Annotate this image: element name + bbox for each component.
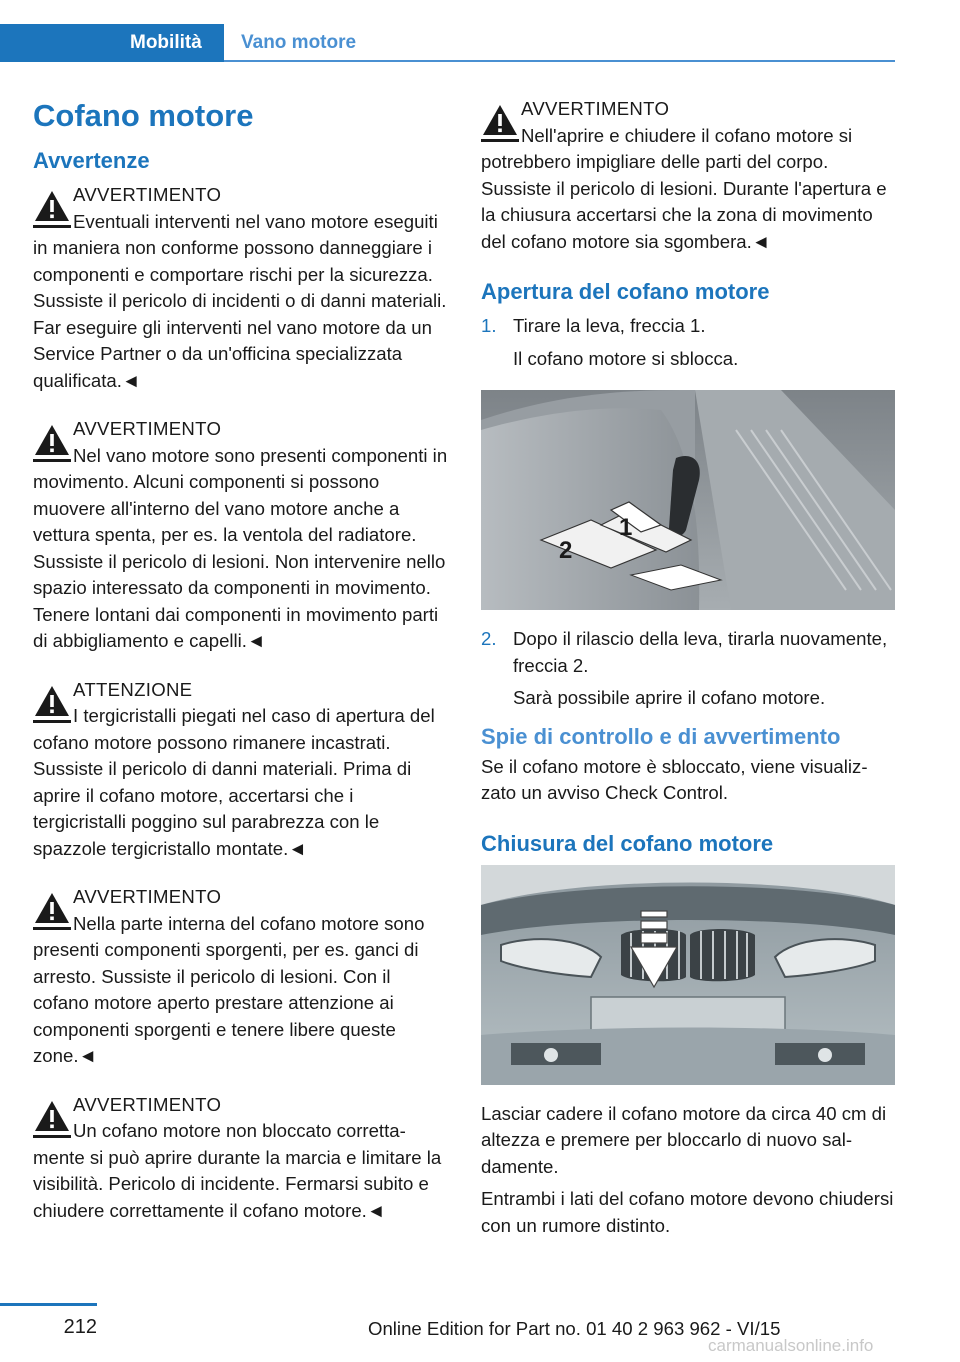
step-result: Sarà possibile aprire il cofano motore. [513,687,826,708]
left-column [33,96,448,1246]
warning-block [33,884,448,1070]
section-tab: Mobilità [0,24,224,62]
page-number: 212 [63,1316,97,1338]
step-list [481,626,895,712]
warning-block [33,182,448,394]
watermark: carmanualsonline.info [708,1336,874,1355]
warning-icon [481,99,519,143]
hood-closing-illustration [481,865,895,1085]
step-number: 1. [481,315,497,336]
warning-text: Un cofano motore non bloccato correttamente si può aprire durante la marcia e limitare la visibilità. Pericolo di incidente. Fermarsi subito e chiudere correttamente il cofano motore.◄ [33,1120,442,1221]
step-number: 2. [481,628,497,649]
header-rule [224,60,895,62]
section-heading-apertura: Apertura del cofano motore [481,279,770,304]
warning-text: Nella parte interna del cofano motore sono presenti componenti sporgenti, per es. ganci di arresto. Sussiste il pericolo di lesioni. Con il cofano motore aperto prestare attenzione ai componenti sporgenti e tenere libere queste zone.◄ [33,912,425,1066]
warning-text: Nel vano motore sono presenti componenti in movimento. Alcuni componenti si possono muovere all'interno del vano motore anche a vettura spenta, per es. la ventola del radiatore. Sussiste il pericolo di lesioni. Non intervenire nello spazio interessato da componenti in movimento. Tenere lontani dai componenti in movimento parti di abbigliamento e capelli.◄ [33,444,448,651]
warning-label: AVVERTIMENTO [73,1093,222,1115]
page-header [0,24,895,62]
warning-text: Nell'aprire e chiudere il cofano motore si potrebbero impigliare delle parti del corpo. Sussiste il pericolo di lesioni. Durante l'apertura e la chiusura accertarsi che la zona di movimento del cofano motore sia sgombera.◄ [481,124,887,252]
warning-block [33,677,448,863]
step-item [481,626,895,712]
subsection-tab: Vano motore [241,32,357,53]
closing-paragraph: Lasciar cadere il cofano motore da circa 40 cm di altezza e premere per bloccarlo di nuovo saldamente. [481,1102,887,1177]
warning-icon [33,680,71,724]
warning-label: AVVERTIMENTO [521,98,670,119]
closing-paragraph: Entrambi i lati del cofano motore devono chiudersi con un rumore distinto. [481,1188,894,1236]
right-column [481,96,895,1239]
warning-label: AVVERTIMENTO [73,418,222,439]
warning-label: AVVERTIMENTO [73,184,222,205]
warning-icon [33,419,71,463]
warning-label: AVVERTIMENTO [73,886,222,907]
step-item [481,313,895,372]
warning-icon [33,1095,71,1139]
hood-release-lever-illustration [481,390,895,610]
section-heading-spie: Spie di controllo e di avvertimento [481,723,841,749]
warning-text: Eventuali interventi nel vano motore eseguiti in maniera non conforme possono danneggiare i componenti e comportare rischi per la sicurezza. Sussiste il pericolo di incidenti o di danni materiali. Far eseguire gli interventi nel vano motore da un Service Partner o da un'officina specializzata qualificata.◄ [33,210,447,391]
step-list [481,313,895,372]
warning-block [33,1092,448,1225]
step-result: Il cofano motore si sblocca. [513,347,739,369]
footer-rule [0,1303,97,1306]
warning-label: ATTENZIONE [73,678,193,700]
warning-icon [33,887,71,931]
step-text: Dopo il rilascio della leva, tirarla nuovamente, freccia 2. [513,628,888,676]
warning-text: I tergicristalli piegati nel caso di apertura del cofano motore possono rimanere incastrati. Sussiste il pericolo di danni materiali. Prima di aprire il cofano motore, accertarsi che i tergicristalli poggino sul parabrezza con le spazzole tergicristallo montate.◄ [33,705,435,859]
warning-block [481,96,895,255]
arrow-label-1: 1 [619,514,633,541]
step-text: Tirare la leva, freccia 1. [513,315,706,336]
edition-info: Online Edition for Part no. 01 40 2 963 962 - VI/15 [368,1318,781,1339]
warning-icon [33,185,71,229]
indicator-paragraph: Se il cofano motore è sbloccato, viene visualizzato un avviso Check Control. [481,755,868,803]
page-title: Cofano motore [33,98,254,133]
section-heading-chiusura: Chiusura del cofano motore [481,830,774,856]
warning-block [33,416,448,655]
section-heading-avvertenze: Avvertenze [33,148,150,173]
arrow-label-2: 2 [559,537,573,564]
